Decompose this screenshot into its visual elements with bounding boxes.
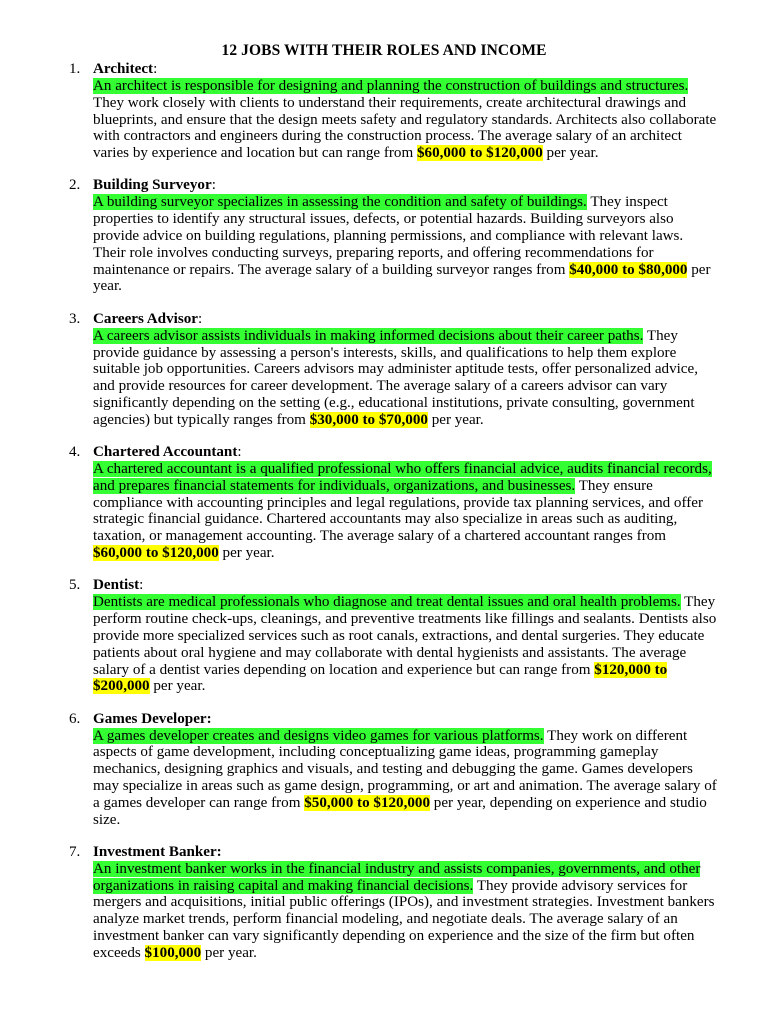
job-details-end: per year, depending on experience and studio size. [93, 794, 707, 828]
job-details: They work on different aspects of game development, including conceptualizing game ideas, programming gameplay mechanics, designing graphics and visuals, and testing and debugging the game. Games developers may specialize in areas such as game design, programming, or art and animation. The average salary of a games developer can range from [93, 727, 717, 811]
job-description [93, 861, 718, 962]
job-description [93, 328, 718, 429]
list-item [0, 61, 768, 162]
job-summary-highlight: A building surveyor specializes in assessing the condition and safety of buildings. [93, 194, 587, 211]
job-details: They provide guidance by assessing a person's interests, skills, and qualifications to help them explore suitable job opportunities. Careers advisors may administer aptitude tests, offer personalized advice, and provide resources for career development. The average salary of a careers advisor can vary significantly depending on the setting (e.g., educational institutions, private consulting, government agencies) but typically ranges from [93, 327, 698, 428]
job-heading [93, 444, 718, 461]
job-title-suffix: : [153, 61, 158, 77]
job-heading [93, 61, 718, 78]
list-item [0, 444, 768, 562]
job-description [93, 728, 718, 829]
job-details-end: per year. [542, 145, 599, 162]
job-summary-highlight: An investment banker works in the financial industry and assists companies, governments, and other organizations in raising capital and making financial decisions. [93, 860, 701, 894]
salary-range-highlight: $30,000 to $70,000 [309, 411, 428, 428]
job-heading [93, 844, 718, 861]
list-number: 3. [69, 310, 81, 327]
job-title: Investment Banker: [93, 843, 222, 860]
list-item [0, 844, 768, 962]
salary-range-highlight: $60,000 to $120,000 [93, 545, 219, 562]
job-title: Architect [93, 61, 154, 77]
list-item [0, 177, 768, 295]
job-title: Games Developer: [93, 710, 212, 727]
job-summary-highlight: A chartered accountant is a qualified professional who offers financial advice, audits financial records, and prepares financial statements for individuals, organizations, and businesses. [93, 461, 712, 494]
list-number: 1. [69, 61, 81, 77]
job-details-end: per year. [427, 411, 484, 428]
jobs-list [0, 61, 768, 977]
list-number: 5. [69, 577, 81, 594]
job-title: Careers Advisor [93, 310, 198, 327]
job-title: Dentist [93, 577, 140, 594]
job-title-suffix: : [197, 310, 203, 327]
job-details-end: per year. [93, 261, 711, 295]
job-summary-highlight: An architect is responsible for designing and planning the construction of buildings and structures. [93, 78, 689, 94]
salary-range-highlight: $50,000 to $120,000 [304, 794, 430, 811]
job-description [93, 461, 718, 562]
document-title: 12 JOBS WITH THEIR ROLES AND INCOME [221, 42, 547, 59]
job-summary-highlight: A careers advisor assists individuals in making informed decisions about their career paths. [93, 327, 644, 344]
job-details: They ensure compliance with accounting principles and legal regulations, provide tax planning services, and offer strategic financial guidance. Chartered accountants may also specialize in areas such as auditing, taxation, or management accounting. The average salary of a chartered accountant ranges from [93, 477, 703, 545]
job-description [93, 594, 718, 695]
job-details-end: per year. [201, 944, 257, 961]
salary-range-highlight: $40,000 to $80,000 [569, 261, 688, 278]
job-details: They perform routine check-ups, cleanings, and preventive treatments like fillings and sealants. Dentists also provide more specialized services such as root canals, extractions, and dental surgeries. They educate patients about oral hygiene and may collaborate with dental hygienists and assistants. The average salary of a dentist varies depending on location and experience but can range from [93, 594, 717, 678]
job-details: They work closely with clients to understand their requirements, create architectural drawings and blueprints, and ensure that the design meets safety and regulatory standards. Architects also collaborate with contractors and engineers during the construction process. The average salary of an architect varies by experience and location but can range from [93, 94, 717, 162]
salary-range-highlight: $60,000 to $120,000 [416, 145, 543, 162]
job-title: Chartered Accountant [93, 444, 238, 461]
job-details-end: per year. [149, 678, 206, 695]
job-details: They inspect properties to identify any structural issues, defects, or potential hazards. Building surveyors also provide advice on building regulations, planning permissions, and compliance with relevant laws. Their role involves conducting surveys, preparing reports, and offering recommendations for maintenance or repairs. The average salary of a building surveyor ranges from [93, 194, 684, 278]
job-description [93, 78, 718, 162]
job-heading [93, 711, 718, 728]
job-details-end: per year. [218, 545, 275, 562]
job-summary-highlight: Dentists are medical professionals who diagnose and treat dental issues and oral health problems. [93, 594, 681, 611]
salary-range-highlight: $120,000 to $200,000 [93, 661, 668, 695]
list-number: 2. [69, 177, 81, 194]
job-summary-highlight: A games developer creates and designs video games for various platforms. [93, 727, 544, 744]
list-number: 6. [69, 710, 81, 727]
salary-range-highlight: $100,000 [144, 944, 202, 961]
job-title-suffix: : [237, 444, 242, 461]
job-title: Building Surveyor [93, 177, 212, 194]
job-heading [93, 177, 718, 194]
job-details: They provide advisory services for mergers and acquisitions, initial public offerings (IPOs), and investment strategies. Investment bankers analyze market trends, perform financial modeling, and negotiate deals. The average salary of an investment banker can vary significantly depending on experience and the size of the firm but often exceeds [93, 877, 715, 961]
list-number: 7. [69, 843, 81, 860]
list-item [0, 311, 768, 429]
job-title-suffix: : [139, 577, 144, 594]
job-description [93, 194, 718, 295]
job-title-suffix: : [211, 177, 216, 194]
job-heading [93, 311, 718, 328]
list-item [0, 577, 768, 695]
list-item [0, 711, 768, 829]
job-heading [93, 577, 718, 594]
list-number: 4. [69, 444, 81, 461]
